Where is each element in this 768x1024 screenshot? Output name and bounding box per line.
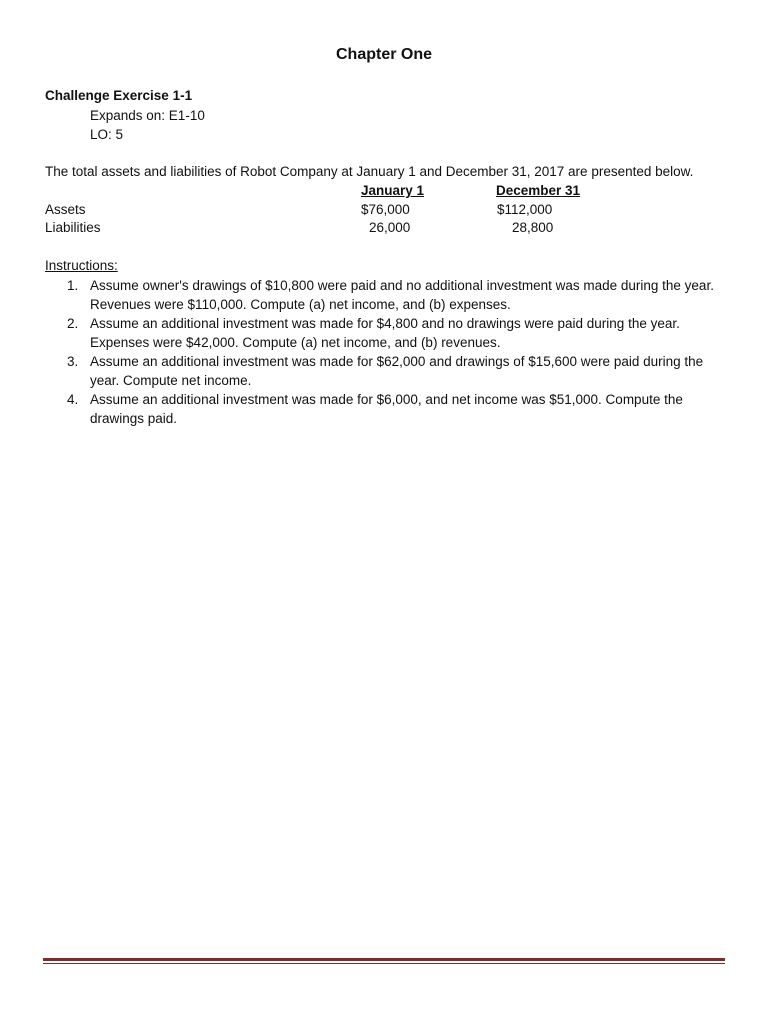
- row-label: Assets: [45, 202, 86, 217]
- list-item: [45, 352, 725, 390]
- list-item: [45, 390, 725, 428]
- january-value: 26,000: [369, 220, 411, 235]
- item-number: 1.: [67, 278, 79, 293]
- footer-rule-thick: [43, 958, 725, 961]
- item-text: Assume owner's drawings of $10,800 were paid and no additional investment was made during the year. Revenues were $110,000. Compute (a) net income, and (b) expenses.: [90, 278, 714, 312]
- item-text: Assume an additional investment was made for $62,000 and drawings of $15,600 were paid during the year. Compute net income.: [90, 354, 704, 388]
- intro-paragraph: The total assets and liabilities of Robot Company at January 1 and December 31, 2017 are presented below.: [45, 164, 694, 179]
- footer-rule-thin: [43, 963, 725, 964]
- header-january-1: January 1: [361, 183, 425, 198]
- december-value: 28,800: [512, 220, 554, 235]
- instructions-label: Instructions:: [45, 258, 118, 273]
- december-value: $112,000: [497, 202, 553, 217]
- instructions-list: [45, 276, 725, 428]
- header-december-31: December 31: [496, 183, 581, 198]
- exercise-title: Challenge Exercise 1-1: [45, 88, 193, 103]
- row-label: Liabilities: [45, 220, 101, 235]
- item-number: 2.: [67, 316, 79, 331]
- item-number: 3.: [67, 354, 79, 369]
- chapter-title: Chapter One: [335, 46, 432, 63]
- learning-objective: LO: 5: [90, 127, 124, 142]
- item-text: Assume an additional investment was made for $6,000, and net income was $51,000. Compute the drawings paid.: [90, 392, 683, 426]
- expands-on: Expands on: E1-10: [90, 108, 205, 123]
- list-item: [45, 314, 725, 352]
- january-value: $76,000: [361, 202, 410, 217]
- list-item: [45, 276, 725, 314]
- item-text: Assume an additional investment was made for $4,800 and no drawings were paid during the year. Expenses were $42,000. Compute (a) net income, and (b) revenues.: [90, 316, 680, 350]
- item-number: 4.: [67, 392, 79, 407]
